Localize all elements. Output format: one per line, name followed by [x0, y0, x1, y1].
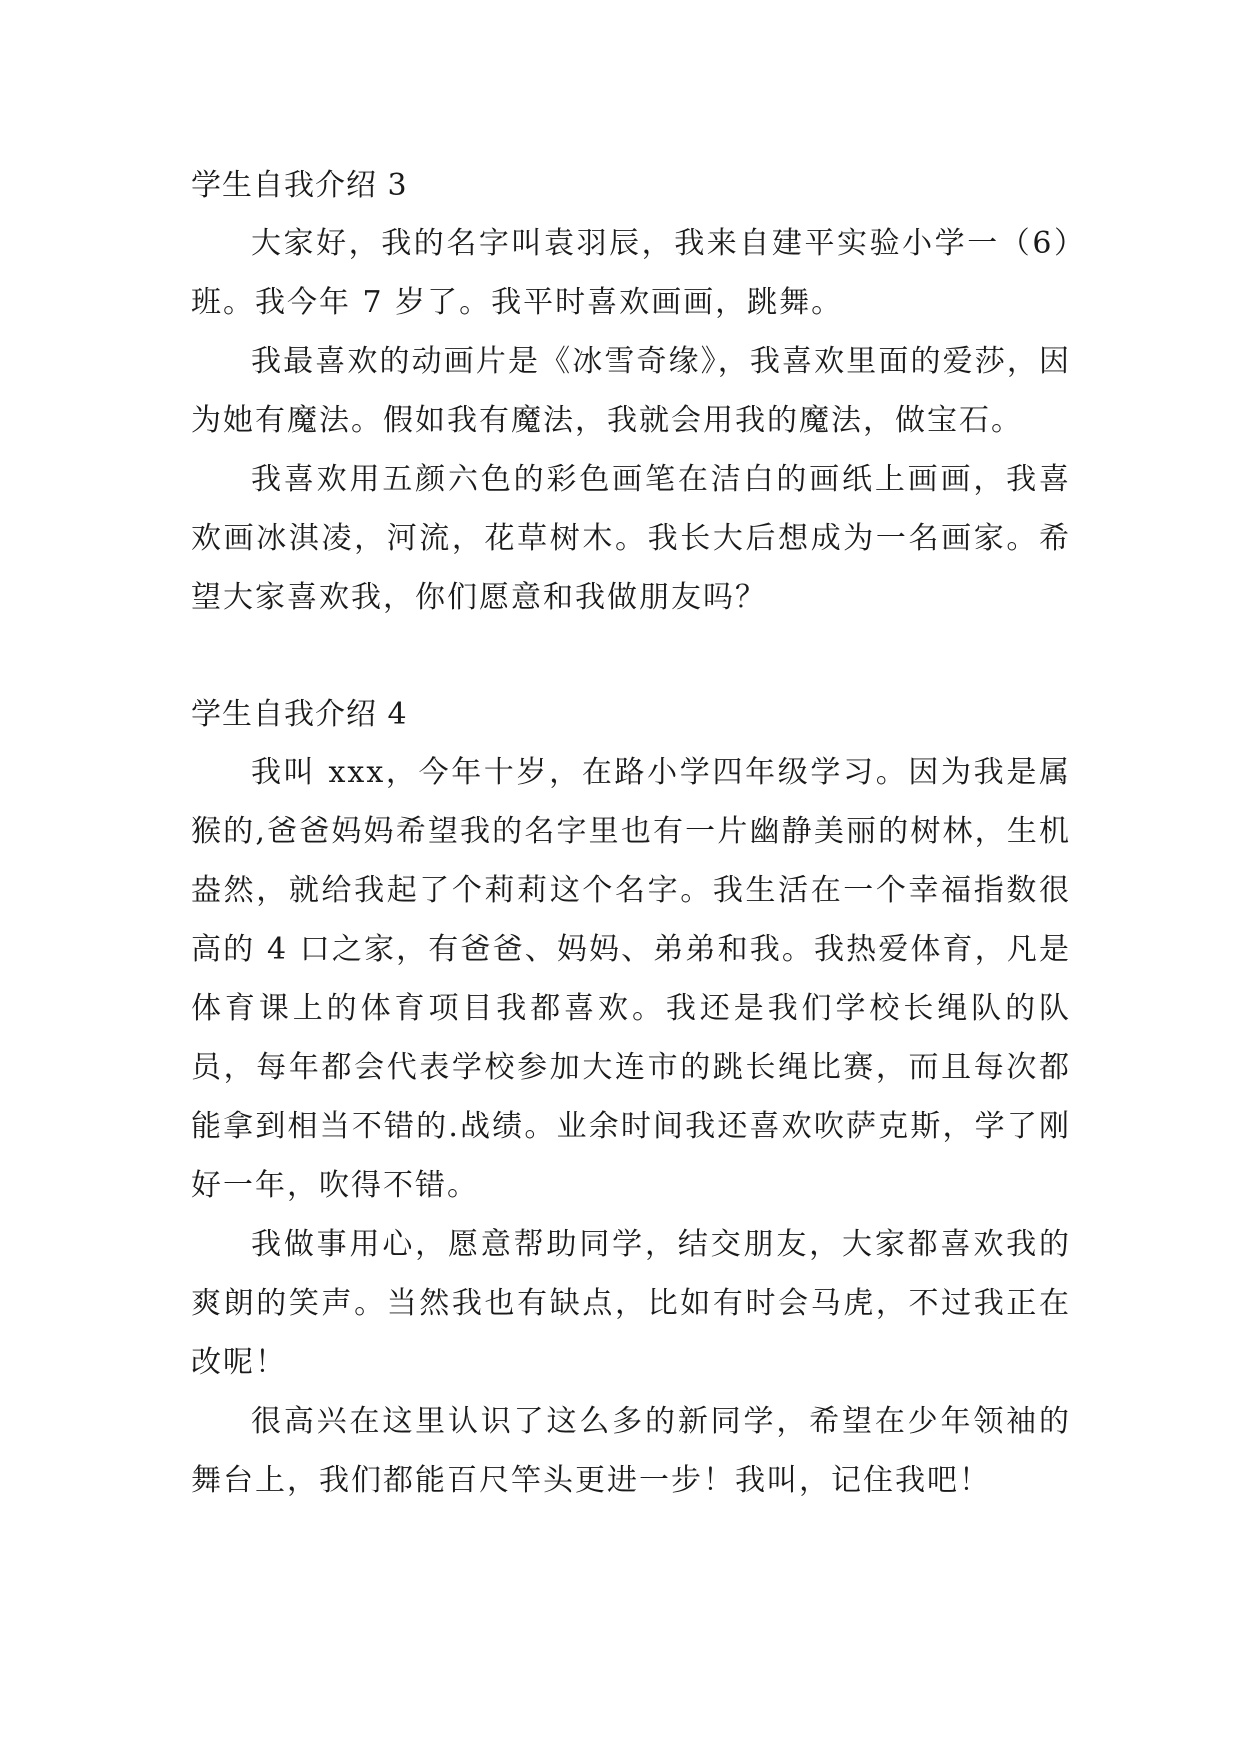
paragraph: 很高兴在这里认识了这么多的新同学，希望在少年领袖的舞台上，我们都能百尺竿头更进一步！我叫，记住我吧！	[191, 1404, 1071, 1498]
paragraph: 我喜欢用五颜六色的彩色画笔在洁白的画纸上画画，我喜欢画冰淇凌，河流，花草树木。我长大后想成为一名画家。希望大家喜欢我，你们愿意和我做朋友吗？	[191, 462, 1071, 615]
paragraph: 大家好，我的名字叫袁羽辰，我来自建平实验小学一（6）班。我今年 7 岁了。我平时喜欢画画，跳舞。	[191, 226, 1071, 320]
paragraph: 我做事用心，愿意帮助同学，结交朋友，大家都喜欢我的爽朗的笑声。当然我也有缺点，比如有时会马虎，不过我正在改呢！	[191, 1227, 1071, 1380]
document-body	[191, 158, 1071, 1510]
section-intro-4	[191, 687, 1071, 1510]
paragraph: 我叫 xxx，今年十岁，在路小学四年级学习。因为我是属猴的,爸爸妈妈希望我的名字里也有一片幽静美丽的树林，生机盎然，就给我起了个莉莉这个名字。我生活在一个幸福指数很高的 4 口之家，有爸爸、妈妈、弟弟和我。我热爱体育，凡是体育课上的体育项目我都喜欢。我还是我们学校长绳队的队员，每年都会代表学校参加大连市的跳长绳比赛，而且每次都能拿到相当不错的.战绩。业余时间我还喜欢吹萨克斯，学了刚好一年，吹得不错。	[191, 755, 1071, 1203]
section-intro-3	[191, 158, 1071, 627]
section-title: 学生自我介绍 3	[191, 168, 408, 203]
section-title: 学生自我介绍 4	[191, 697, 408, 732]
paragraph: 我最喜欢的动画片是《冰雪奇缘》，我喜欢里面的爱莎，因为她有魔法。假如我有魔法，我就会用我的魔法，做宝石。	[191, 344, 1071, 438]
section-spacer	[191, 627, 1071, 687]
